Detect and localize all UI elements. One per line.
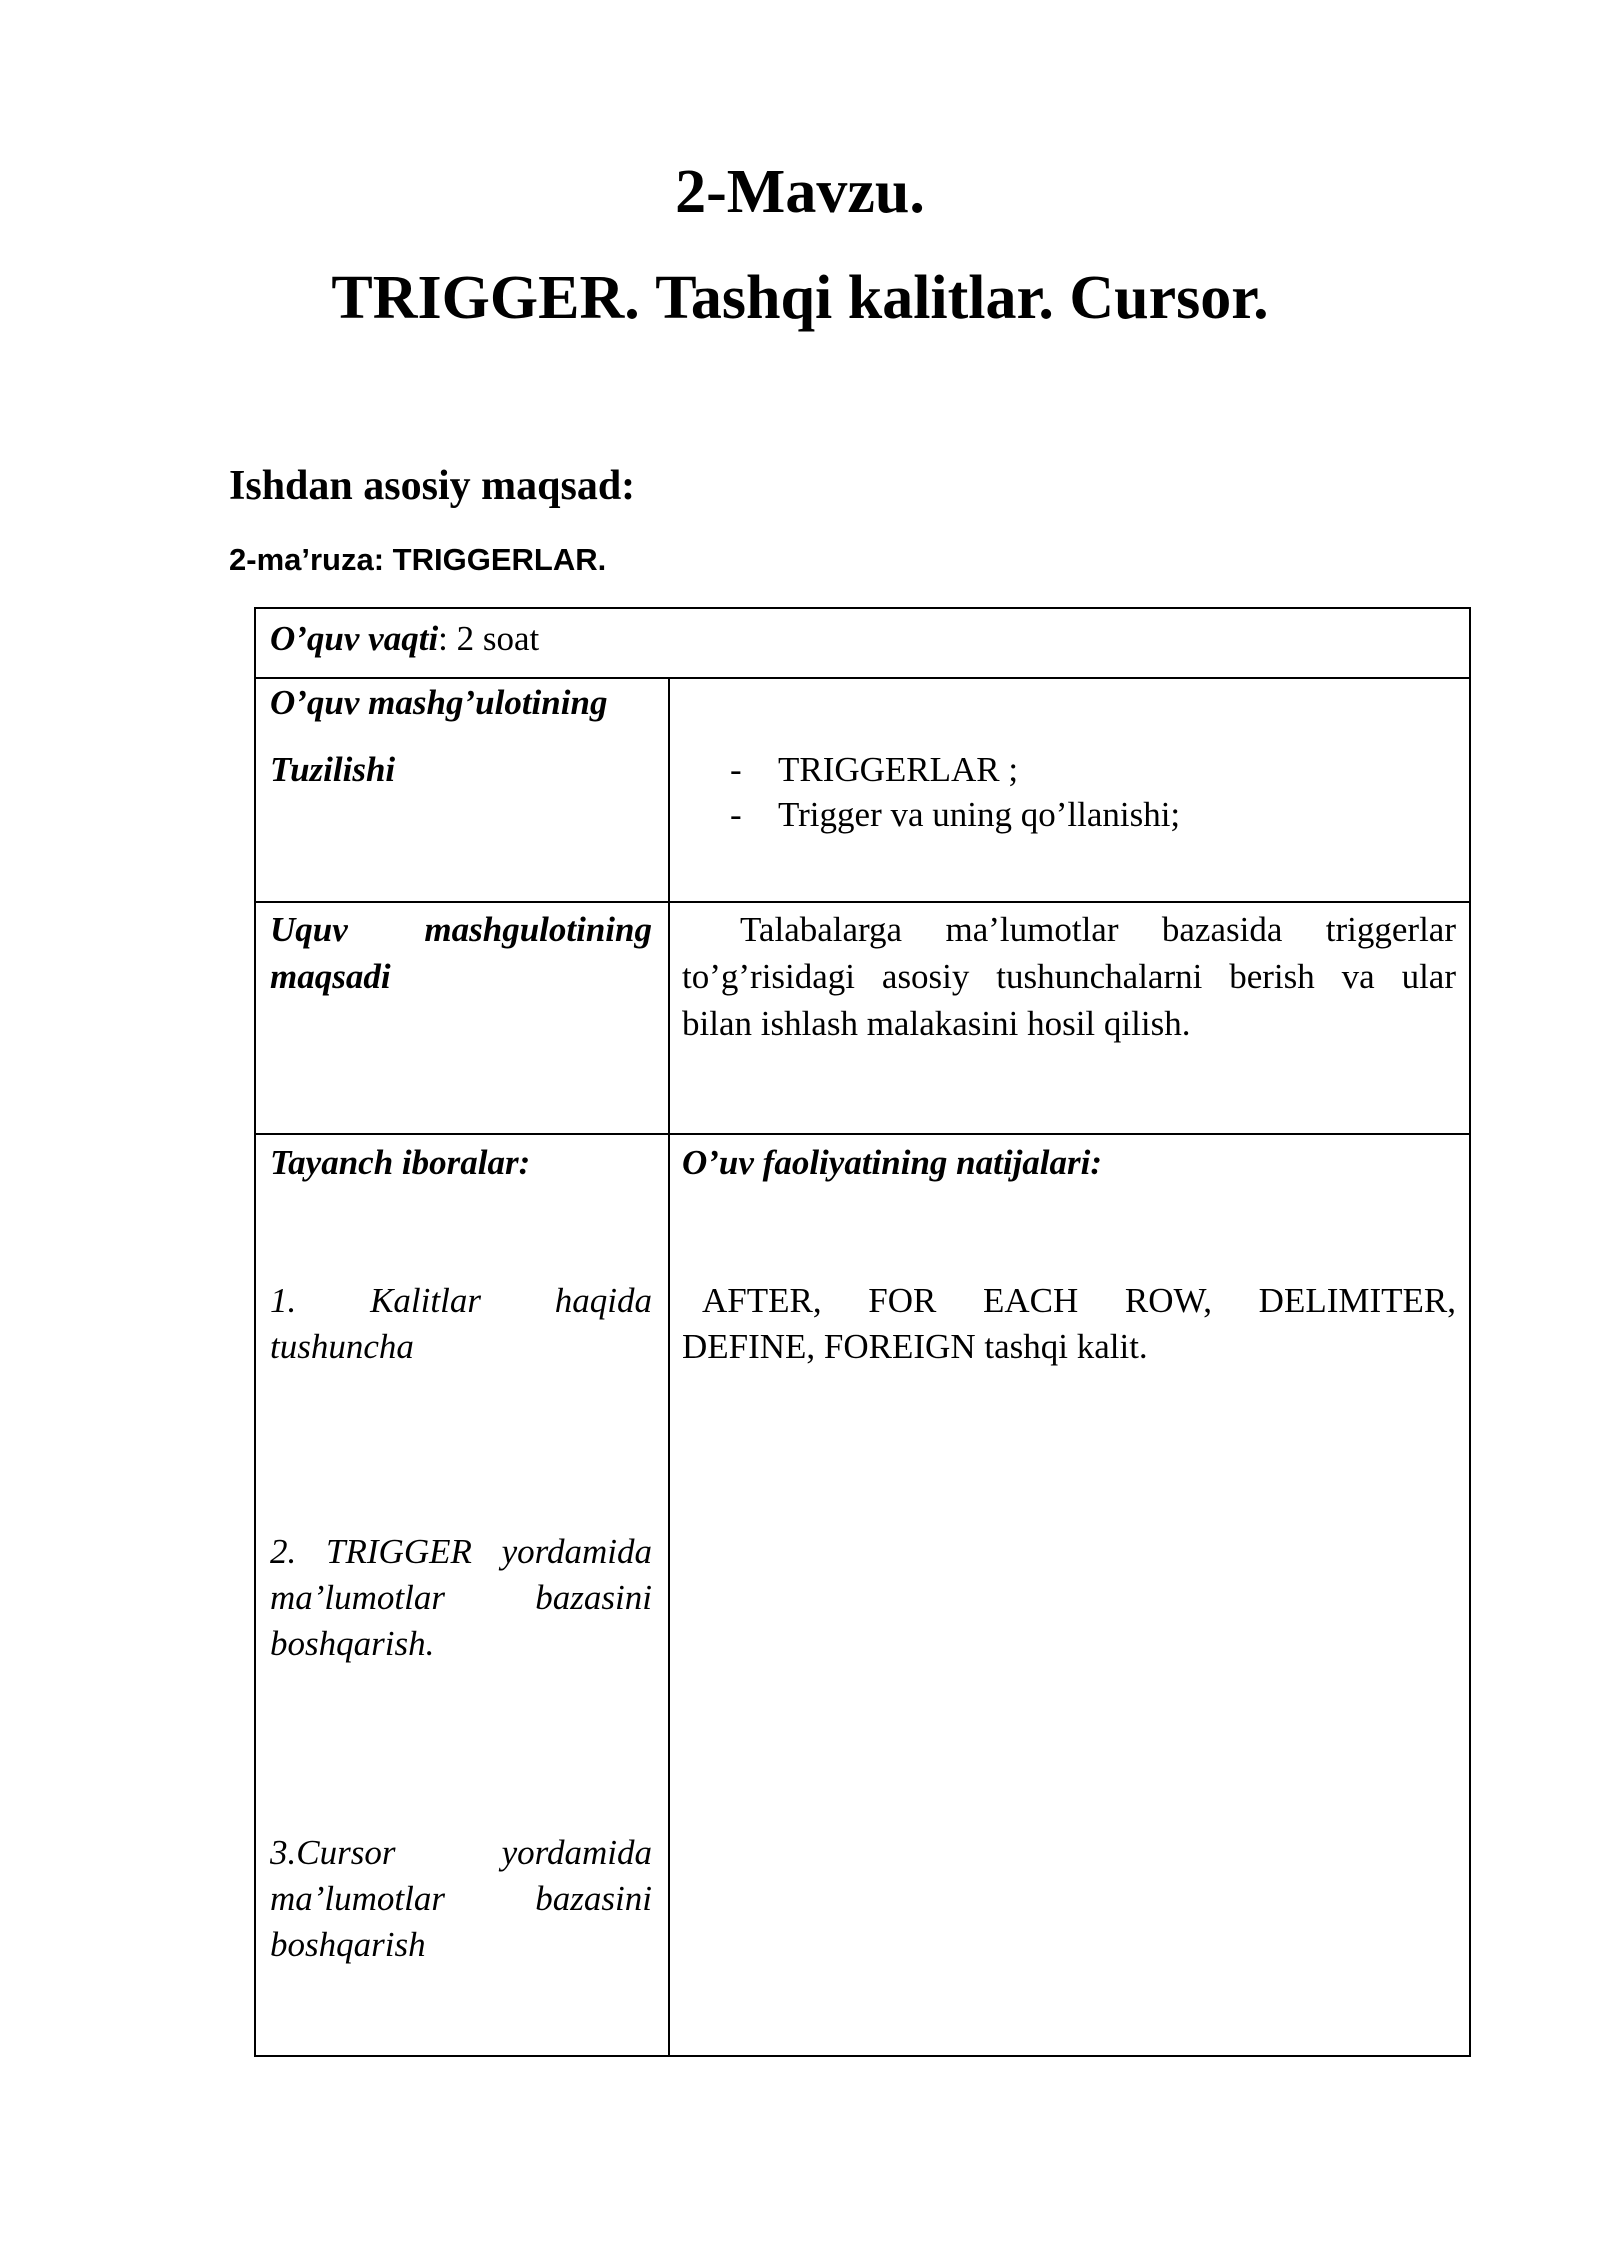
table-column-divider	[668, 679, 670, 2055]
lesson-table: O’quv vaqti: 2 soat O’quv mashg’ulotining Tuzilishi - TRIGGERLAR ; - Trigger va uning qo’llanishi; Uquv mashgulotining maqsadi Talabalarga ma’lumotlar bazasida triggerlar to’g’risidagi asosiy tushunchalarni berish va ular bilan ishlash malakasini hosil qilish. Tayanch iboralar: 1. Kalitlar haqida tushuncha 2. TRIGGER yordamida ma’lumotlar bazasini boshqarish. 3.Cursor yordamida ma’lumotlar bazasini boshqarish O’uv faoliyatining natijalari: AFTER, FOR EACH ROW, DELIMITER, DEFINE, FOREIGN tashqi kalit.	[254, 607, 1471, 2057]
page-title: TRIGGER. Tashqi kalitlar. Cursor.	[331, 264, 1269, 332]
dash-bullet-icon: -	[730, 750, 742, 789]
results-text-line2: DEFINE, FOREIGN tashqi kalit.	[682, 1327, 1148, 1366]
time-label: O’quv vaqti	[270, 619, 439, 658]
purpose-text-line3: bilan ishlash malakasini hosil qilish.	[682, 1004, 1191, 1043]
results-label: O’uv faoliyatining natijalari:	[682, 1143, 1103, 1182]
keyword-item-1-line1: 1. Kalitlar haqida	[270, 1281, 652, 1320]
keyword-item-3-line1: 3.Cursor yordamida	[270, 1833, 652, 1872]
keyword-item-3-line2: ma’lumotlar bazasini	[270, 1879, 652, 1918]
purpose-label-line2: maqsadi	[270, 957, 391, 996]
time-value: : 2 soat	[438, 619, 540, 658]
results-text-line1: AFTER, FOR EACH ROW, DELIMITER,	[702, 1281, 1456, 1320]
purpose-text-line2: to’g’risidagi asosiy tushunchalarni berish va ular	[682, 957, 1456, 996]
purpose-label-line1: Uquv mashgulotining	[270, 910, 652, 949]
table-row-divider	[256, 901, 1469, 903]
time-cell	[270, 615, 539, 662]
keyword-item-1-line2: tushuncha	[270, 1327, 414, 1366]
structure-label-line1: O’quv mashg’ulotining	[270, 683, 608, 722]
dash-bullet-icon: -	[730, 795, 742, 834]
keyword-item-2-line3: boshqarish.	[270, 1624, 435, 1663]
topic-heading: 2-Mavzu.	[675, 158, 925, 226]
keyword-item-2-line2: ma’lumotlar bazasini	[270, 1578, 652, 1617]
keywords-label: Tayanch iboralar:	[270, 1143, 531, 1182]
keyword-item-3-line3: boshqarish	[270, 1925, 426, 1964]
lecture-heading: 2-ma’ruza: TRIGGERLAR.	[229, 542, 607, 577]
keyword-item-2-line1: 2. TRIGGER yordamida	[270, 1532, 652, 1571]
goal-heading: Ishdan asosiy maqsad:	[229, 463, 636, 509]
structure-label-line2: Tuzilishi	[270, 750, 396, 789]
table-row-divider	[256, 1133, 1469, 1135]
purpose-text-line1: Talabalarga ma’lumotlar bazasida triggerlar	[740, 910, 1456, 949]
